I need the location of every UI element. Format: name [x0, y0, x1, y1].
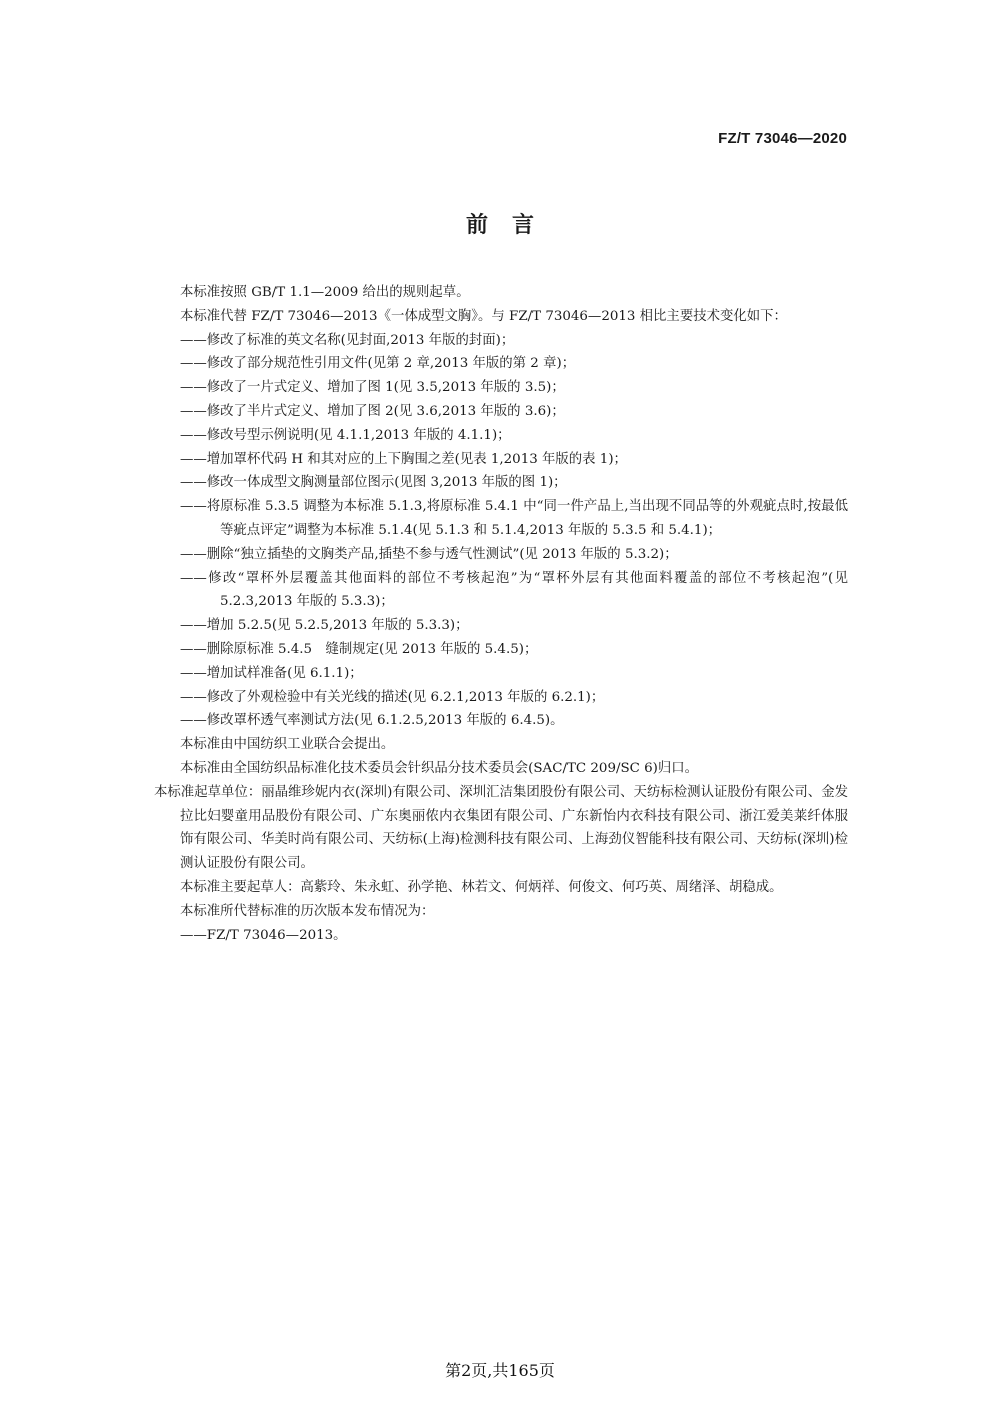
change-item: ——修改“罩杯外层覆盖其他面料的部位不考核起泡”为“罩杯外层有其他面料覆盖的部位不考核起泡”(见 5.2.3,2013 年版的 5.3.3)；	[180, 570, 848, 610]
change-item: ——修改了半片式定义、增加了图 2(见 3.6,2013 年版的 3.6)；	[180, 403, 565, 419]
change-item: ——删除“独立插垫的文胸类产品,插垫不参与透气性测试”(见 2013 年版的 5.3.2)；	[180, 546, 678, 562]
change-item: ——增加试样准备(见 6.1.1)；	[180, 665, 363, 681]
change-item: ——修改一体成型文胸测量部位图示(见图 3,2013 年版的图 1)；	[180, 475, 567, 491]
change-item: ——修改了外观检验中有关光线的描述(见 6.2.1,2013 年版的 6.2.1)；	[180, 689, 605, 705]
change-item: ——删除原标准 5.4.5 缝制规定(见 2013 年版的 5.4.5)；	[180, 641, 538, 657]
change-item: ——将原标准 5.3.5 调整为本标准 5.1.3,将原标准 5.4.1 中“同一件产品上,当出现不同品等的外观疵点时,按最低等疵点评定”调整为本标准 5.1.4(见 5.1.3 和 5.1.4,2013 年版的 5.3.5 和 5.4.1)；	[180, 499, 848, 538]
change-item: ——修改罩杯透气率测试方法(见 6.1.2.5,2013 年版的 6.4.5)。	[180, 713, 564, 729]
paragraph-previous-editions: 本标准所代替标准的历次版本发布情况为：	[180, 903, 435, 919]
paragraph-proposed-by: 本标准由中国纺织工业联合会提出。	[180, 737, 395, 753]
change-item: ——增加 5.2.5(见 5.2.5,2013 年版的 5.3.3)；	[180, 618, 469, 634]
change-item: ——修改了标准的英文名称(见封面,2013 年版的封面)；	[180, 332, 515, 348]
paragraph-drafters: 本标准主要起草人：高紫玲、朱永虹、孙学艳、林若文、何炳祥、何俊文、何巧英、周绪泽、胡稳成。	[180, 879, 783, 895]
change-item: ——修改号型示例说明(见 4.1.1,2013 年版的 4.1.1)；	[180, 427, 511, 443]
change-item: ——增加罩杯代码 H 和其对应的上下胸围之差(见表 1,2013 年版的表 1)；	[180, 451, 627, 467]
document-body	[154, 281, 848, 947]
page-indicator: 第2页,共165页	[445, 1361, 555, 1380]
change-item: ——修改了一片式定义、增加了图 1(见 3.5,2013 年版的 3.5)；	[180, 380, 565, 396]
page-title: 前言	[465, 213, 558, 238]
paragraph-drafting-rules: 本标准按照 GB/T 1.1—2009 给出的规则起草。	[180, 285, 470, 300]
previous-edition-item: ——FZ/T 73046—2013。	[180, 927, 347, 943]
paragraph-replaces: 本标准代替 FZ/T 73046—2013《一体成型文胸》。与 FZ/T 73046—2013 相比主要技术变化如下：	[180, 308, 787, 324]
standard-number: FZ/T 73046—2020	[718, 130, 847, 147]
changes-list	[180, 329, 848, 734]
paragraph-drafting-units: 本标准起草单位：丽晶维珍妮内衣(深圳)有限公司、深圳汇洁集团股份有限公司、天纺标检测认证股份有限公司、金发拉比妇婴童用品股份有限公司、广东奥丽侬内衣集团有限公司、广东新怡内衣科技有限公司、浙江爱美莱纤体服饰有限公司、华美时尚有限公司、天纺标(上海)检测科技有限公司、上海劲仪智能科技有限公司、天纺标(深圳)检测认证股份有限公司。	[154, 784, 848, 872]
change-item: ——修改了部分规范性引用文件(见第 2 章,2013 年版的第 2 章)；	[180, 356, 576, 372]
paragraph-centralized-by: 本标准由全国纺织品标准化技术委员会针织品分技术委员会(SAC/TC 209/SC 6)归口。	[180, 760, 699, 776]
